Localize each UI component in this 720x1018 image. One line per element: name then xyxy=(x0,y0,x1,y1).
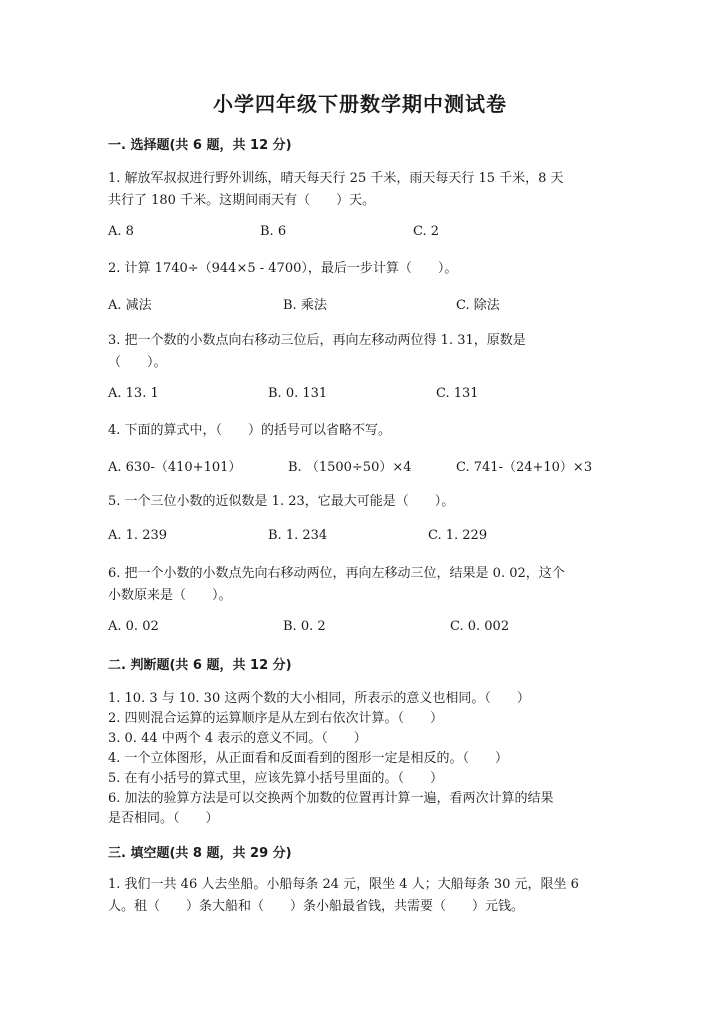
option-c: C. 741-（24+10）×3 xyxy=(456,460,593,475)
option-b: B. 6 xyxy=(260,224,287,239)
option-b: B. 0. 2 xyxy=(283,619,326,634)
option-c: C. 1. 229 xyxy=(428,528,488,543)
question-line: 6. 把一个小数的小数点先向右移动两位，再向左移动三位，结果是 0. 02，这个 xyxy=(108,566,565,581)
question-line: （ ）。 xyxy=(108,355,167,370)
option-a: A. 减法 xyxy=(108,298,152,313)
question-line: 共行了 180 千米。这期间雨天有（ ）天。 xyxy=(108,193,376,208)
question-5 xyxy=(108,491,610,513)
option-a: A. 13. 1 xyxy=(108,386,159,401)
option-c: C. 2 xyxy=(413,224,440,239)
judge-item-continuation: 是否相同。（ ） xyxy=(108,811,219,826)
option-b: B. 乘法 xyxy=(283,298,327,313)
question-line: 3. 把一个数的小数点向右移动三位后，再向左移动两位得 1. 31，原数是 xyxy=(108,333,526,348)
question-line: 1. 解放军叔叔进行野外训练，晴天每天行 25 千米，雨天每天行 15 千米，8 天 xyxy=(108,171,564,186)
option-c: C. 131 xyxy=(436,386,479,401)
option-a: A. 630-（410+101） xyxy=(108,460,242,475)
judge-item: 2. 四则混合运算的运算顺序是从左到右依次计算。（ ） xyxy=(108,711,444,726)
option-b: B. 1. 234 xyxy=(268,528,328,543)
question-1 xyxy=(108,168,610,212)
question-line: 4. 下面的算式中，（ ）的括号可以省略不写。 xyxy=(108,423,392,438)
option-a: A. 0. 02 xyxy=(108,619,159,634)
fill-question-1 xyxy=(108,874,610,918)
page-title: 小学四年级下册数学期中测试卷 xyxy=(213,92,507,116)
option-b: B. （1500÷50）×4 xyxy=(288,460,412,475)
judge-list xyxy=(108,689,610,829)
question-6 xyxy=(108,563,610,607)
judge-item: 4. 一个立体图形，从正面看和反面看到的图形一定是相反的。（ ） xyxy=(108,751,509,766)
option-c: C. 除法 xyxy=(456,298,500,313)
judge-item: 3. 0. 44 中两个 4 表示的意义不同。（ ） xyxy=(108,731,367,746)
question-3 xyxy=(108,330,610,374)
options-3 xyxy=(108,386,610,406)
options-5 xyxy=(108,528,610,548)
section-heading-judge: 二. 判断题(共 6 题，共 12 分) xyxy=(108,658,292,673)
option-a: A. 1. 239 xyxy=(108,528,168,543)
question-line: 2. 计算 1740÷（944×5 - 4700），最后一步计算（ ）。 xyxy=(108,261,458,276)
question-2 xyxy=(108,258,610,280)
question-4 xyxy=(108,420,610,442)
judge-item: 5. 在有小括号的算式里，应该先算小括号里面的。（ ） xyxy=(108,771,444,786)
question-line: 5. 一个三位小数的近似数是 1. 23，它最大可能是（ ）。 xyxy=(108,494,455,509)
options-6 xyxy=(108,619,610,639)
option-c: C. 0. 002 xyxy=(450,619,510,634)
option-b: B. 0. 131 xyxy=(268,386,328,401)
option-a: A. 8 xyxy=(108,224,134,239)
options-2 xyxy=(108,294,610,314)
question-line: 1. 我们一共 46 人去坐船。小船每条 24 元，限坐 4 人；大船每条 30 元，限坐 6 xyxy=(108,877,579,892)
options-1 xyxy=(108,224,610,244)
section-heading-fill: 三. 填空题(共 8 题，共 29 分) xyxy=(108,846,292,861)
section-heading-choice: 一. 选择题(共 6 题，共 12 分) xyxy=(108,138,292,153)
judge-item: 6. 加法的验算方法是可以交换两个加数的位置再计算一遍，看两次计算的结果 xyxy=(108,791,554,806)
question-line: 小数原来是（ ）。 xyxy=(108,588,232,603)
options-4 xyxy=(108,456,610,476)
judge-item: 1. 10. 3 与 10. 30 这两个数的大小相同，所表示的意义也相同。（ ） xyxy=(108,691,530,706)
question-line: 人。租（ ）条大船和（ ）条小船最省钱，共需要（ ）元钱。 xyxy=(108,899,525,914)
